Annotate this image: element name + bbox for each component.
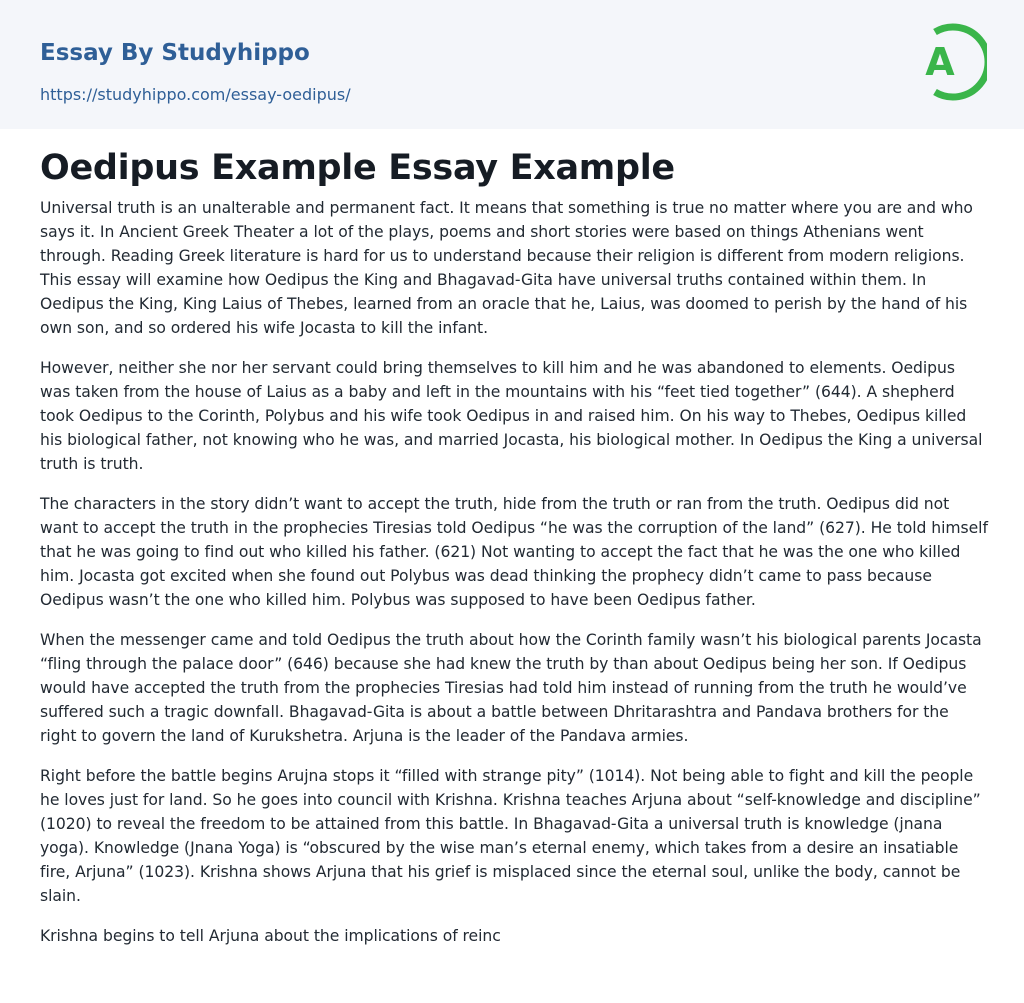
paragraph-2: However, neither she nor her servant could bring themselves to kill him and he was abandoned to elements. Oedipus was taken from the house of Laius as a baby and left in the mountains with his “feet tied together” (644). A shepherd took Oedipus to the Corinth, Polybus and his wife took Oedipus in and raised him. On his way to Thebes, Oedipus killed his biological father, not knowing who he was, and married Jocasta, his biological mother. In Oedipus the King a universal truth is truth. — [40, 359, 983, 473]
page-title: Oedipus Example Essay Example — [40, 148, 675, 188]
paragraph-4: When the messenger came and told Oedipus the truth about how the Corinth family wasn’t his biological parents Jocasta “fling through the palace door” (646) because she had knew the truth by than about Oedipus being her son. If Oedipus would have accepted the truth from the prophecies Tiresias had told him instead of running from the truth he would’ve suffered such a tragic downfall. Bhagavad-Gita is about a battle between Dhritarashtra and Pandava brothers for the right to govern the land of Kurukshetra. Arjuna is the leader of the Pandava armies. — [40, 631, 982, 745]
essay-url-link[interactable]: https://studyhippo.com/essay-oedipus/ — [40, 85, 351, 104]
paragraph-6: Krishna begins to tell Arjuna about the implications of reinc — [40, 927, 501, 945]
article-body — [40, 196, 988, 948]
studyhippo-logo-icon[interactable] — [911, 19, 987, 105]
paragraph-5: Right before the battle begins Arujna stops it “filled with strange pity” (1014). Not being able to fight and kill the people he loves just for land. So he goes into council with Krishna. Krishna teaches Arjuna about “self-knowledge and discipline” (1020) to reveal the freedom to be attained from this battle. In Bhagavad-Gita a universal truth is knowledge (jnana yoga). Knowledge (Jnana Yoga) is “obscured by the wise man’s eternal enemy, which takes from a desire an insatiable fire, Arjuna” (1023). Krishna shows Arjuna that his grief is misplaced since the eternal soul, unlike the body, cannot be slain. — [40, 767, 981, 905]
paragraph-3: The characters in the story didn’t want to accept the truth, hide from the truth or ran from the truth. Oedipus did not want to accept the truth in the prophecies Tiresias told Oedipus “he was the corruption of the land” (627). He told himself that he was going to find out who killed his father. (621) Not wanting to accept the fact that he was the one who killed him. Jocasta got excited when she found out Polybus was dead thinking the prophecy didn’t came to pass because Oedipus wasn’t the one who killed him. Polybus was supposed to have been Oedipus father. — [40, 495, 988, 609]
site-header — [0, 0, 1024, 129]
logo-letter: A — [925, 40, 955, 84]
brand-title[interactable]: Essay By Studyhippo — [40, 40, 310, 66]
paragraph-1: Universal truth is an unalterable and permanent fact. It means that something is true no matter where you are and who says it. In Ancient Greek Theater a lot of the plays, poems and short stories were based on things Athenians went through. Reading Greek literature is hard for us to understand because their religion is different from modern religions. This essay will examine how Oedipus the King and Bhagavad-Gita have universal truths contained within them. In Oedipus the King, King Laius of Thebes, learned from an oracle that he, Laius, was doomed to perish by the hand of his own son, and so ordered his wife Jocasta to kill the infant. — [40, 199, 973, 337]
article — [40, 140, 988, 964]
